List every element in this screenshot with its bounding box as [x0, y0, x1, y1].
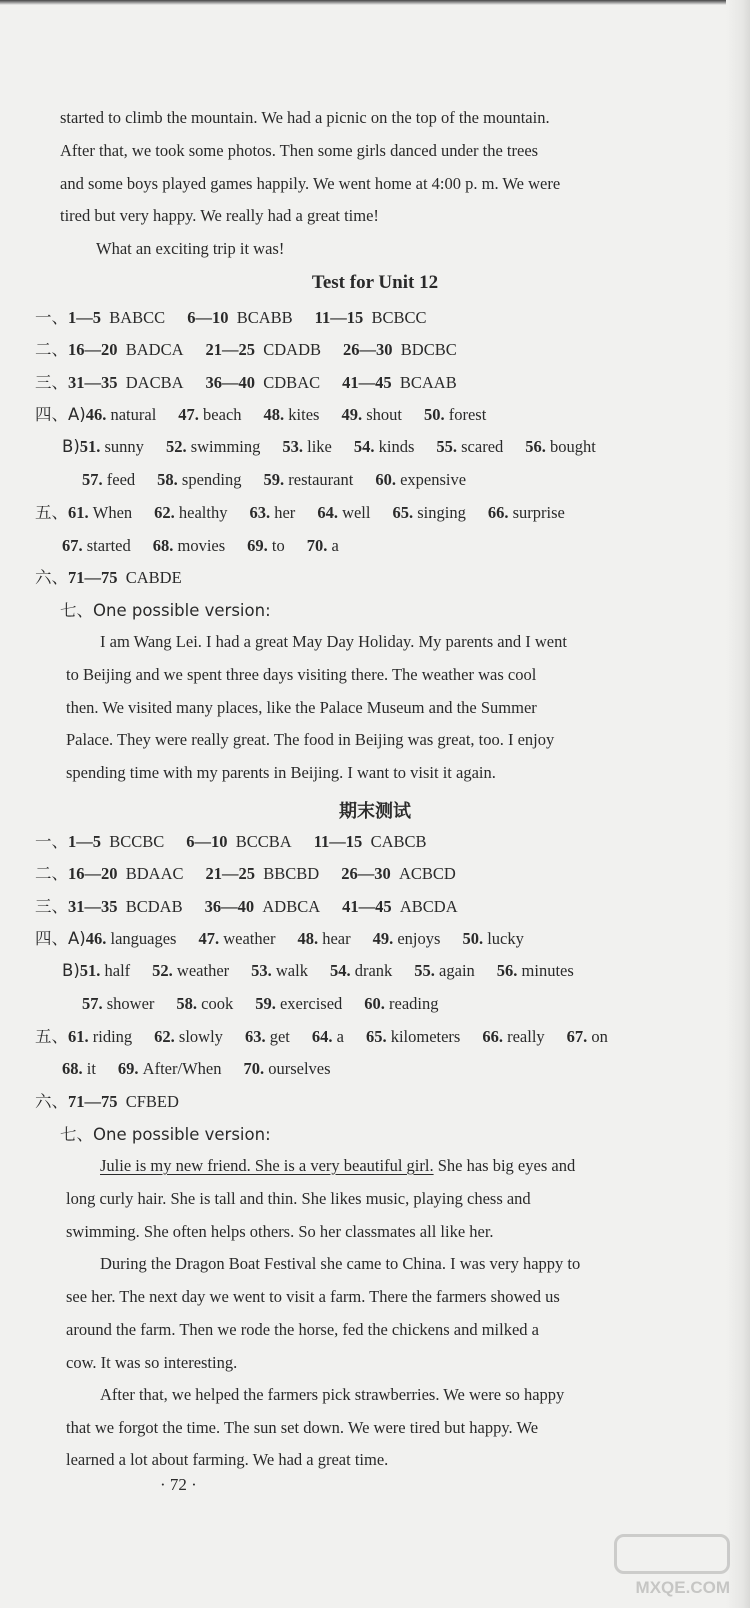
answer-text: BCCBA: [227, 832, 292, 851]
question-number: 71—75: [68, 1092, 118, 1111]
answer-item: [68, 342, 184, 359]
answer-item: [462, 931, 523, 948]
answer-text: bought: [545, 437, 596, 456]
question-number: 51.: [79, 437, 101, 456]
section-prefix: 六、: [35, 568, 68, 587]
answer-text: CFBED: [117, 1092, 179, 1111]
question-number: 64.: [311, 1027, 333, 1046]
answer-text: BDAAC: [117, 864, 184, 883]
answer-text: riding: [88, 1027, 133, 1046]
answer-text: well: [337, 503, 371, 522]
answer-row: [35, 375, 457, 392]
answer-item: [68, 505, 132, 522]
answer-item: [414, 963, 474, 980]
question-number: 6—10: [186, 832, 228, 851]
question-number: 60.: [364, 994, 385, 1013]
answer-item: [282, 439, 332, 456]
question-number: 55.: [436, 437, 458, 456]
answer-text: started: [82, 536, 131, 555]
answer-text: hear: [318, 929, 351, 948]
question-number: 53.: [282, 437, 303, 456]
answer-item: [482, 1029, 544, 1046]
answer-text: lucky: [483, 929, 524, 948]
answer-text: CDADB: [255, 340, 322, 359]
answer-text: CABDE: [117, 568, 182, 587]
answer-row: [35, 866, 456, 883]
answer-text: BABCC: [101, 308, 166, 327]
question-number: 61.: [68, 503, 89, 522]
answer-text: get: [265, 1027, 290, 1046]
section-prefix: 四、A): [35, 929, 86, 948]
watermark-text: MXQE.COM: [635, 1578, 730, 1597]
answer-text: DACBA: [117, 373, 184, 392]
answer-text: BBCBD: [255, 864, 320, 883]
question-number: 36—40: [205, 373, 256, 392]
question-number: 52.: [165, 437, 187, 456]
answer-item: [264, 407, 320, 424]
question-number: 70.: [306, 536, 328, 555]
answer-item: [80, 963, 130, 980]
question-number: 58.: [176, 994, 198, 1013]
answer-row: [35, 1029, 608, 1046]
question-number: 58.: [157, 470, 178, 489]
answer-row: [82, 472, 466, 489]
writing-line: then. We visited many places, like the Palace Museum and the Summer: [66, 698, 537, 717]
section-prefix: 二、: [35, 864, 68, 883]
answer-text: natural: [106, 405, 157, 424]
answer-item: [154, 1029, 223, 1046]
question-number: 67.: [566, 1027, 588, 1046]
question-number: 56.: [525, 437, 546, 456]
question-number: 52.: [152, 961, 173, 980]
answer-text: movies: [173, 536, 226, 555]
question-number: 66.: [487, 503, 509, 522]
question-number: 70.: [243, 1059, 265, 1078]
watermark-stamp-icon: [614, 1534, 730, 1574]
answer-text: ourselves: [264, 1059, 331, 1078]
question-number: 53.: [251, 961, 272, 980]
answer-item: [62, 1061, 96, 1078]
writing-line: Palace. They were really great. The food in Beijing was great, too. I enjoy: [66, 730, 555, 749]
answer-row: [62, 963, 574, 980]
question-number: 54.: [329, 961, 351, 980]
answer-item: [375, 472, 466, 489]
question-number: 63.: [244, 1027, 266, 1046]
answer-row: [62, 439, 596, 456]
question-number: 11—15: [314, 308, 364, 327]
answer-row: [35, 899, 458, 916]
question-number: 69.: [247, 536, 268, 555]
answer-text: ABCDA: [391, 897, 458, 916]
answer-text: ADBCA: [254, 897, 321, 916]
answer-item: [307, 538, 339, 555]
answer-row: [35, 342, 457, 359]
answer-text: When: [88, 503, 133, 522]
answer-text: scared: [457, 437, 504, 456]
answer-text: kites: [284, 405, 320, 424]
answer-text: kilometers: [386, 1027, 461, 1046]
question-number: 67.: [62, 536, 83, 555]
answer-text: slowly: [174, 1027, 223, 1046]
answer-text: her: [270, 503, 296, 522]
question-number: 54.: [353, 437, 375, 456]
answer-text: to: [267, 536, 285, 555]
question-number: 64.: [317, 503, 338, 522]
question-number: 1—5: [68, 308, 101, 327]
question-number: 1—5: [68, 832, 101, 851]
answer-item: [206, 866, 320, 883]
answer-item: [178, 407, 241, 424]
answer-item: [86, 931, 177, 948]
question-number: 60.: [375, 470, 396, 489]
writing-line: swimming. She often helps others. So her classmates all like her.: [66, 1222, 494, 1241]
question-number: 46.: [85, 929, 107, 948]
answer-text: BCCBC: [101, 832, 165, 851]
answer-item: [153, 538, 225, 555]
answer-row: [35, 505, 565, 522]
answer-item: [488, 505, 565, 522]
answer-item: [157, 472, 241, 489]
answer-item: [68, 834, 164, 851]
answer-item: [187, 310, 292, 327]
writing-line-rest: She has big eyes and: [433, 1156, 576, 1175]
question-number: 57.: [82, 994, 103, 1013]
question-number: 55.: [414, 961, 435, 980]
answer-row: [35, 407, 486, 424]
answer-text: BDCBC: [392, 340, 457, 359]
question-number: 41—45: [342, 897, 392, 916]
question-number: 62.: [154, 503, 175, 522]
writing-line: spending time with my parents in Beijing. I want to visit it again.: [66, 763, 496, 782]
answer-text: sunny: [100, 437, 144, 456]
question-number: 68.: [152, 536, 174, 555]
section-prefix: 二、: [35, 340, 68, 359]
answer-text: BCDAB: [117, 897, 183, 916]
question-number: 36—40: [204, 897, 255, 916]
question-number: 63.: [249, 503, 271, 522]
answer-item: [342, 899, 458, 916]
answer-text: BCBCC: [363, 308, 427, 327]
section-prefix: 一、: [35, 832, 68, 851]
answer-row: [35, 310, 427, 327]
answer-row: [62, 1061, 331, 1078]
answer-item: [312, 1029, 344, 1046]
answer-item: [82, 996, 154, 1013]
answer-row: [35, 931, 524, 948]
answer-item: [392, 505, 465, 522]
answer-text: feed: [102, 470, 136, 489]
answer-text: walk: [271, 961, 308, 980]
answer-text: BADCA: [117, 340, 184, 359]
question-number: 11—15: [313, 832, 363, 851]
answer-item: [314, 834, 427, 851]
question-number: 48.: [297, 929, 319, 948]
answer-text: cook: [197, 994, 234, 1013]
answer-text: reading: [384, 994, 439, 1013]
question-number: 49.: [341, 405, 363, 424]
answer-text: shower: [102, 994, 155, 1013]
answer-text: CDBAC: [255, 373, 321, 392]
answer-item: [343, 342, 457, 359]
intro-line: and some boys played games happily. We went home at 4:00 p. m. We were: [60, 174, 561, 193]
writing-line: [100, 1158, 575, 1175]
writing-label: 七、One possible version:: [60, 601, 271, 620]
answer-text: a: [332, 1027, 344, 1046]
answer-item: [497, 963, 574, 980]
answer-text: weather: [172, 961, 230, 980]
answer-item: [154, 505, 227, 522]
answer-text: ACBCD: [390, 864, 456, 883]
answer-text: half: [100, 961, 131, 980]
answer-text: healthy: [174, 503, 228, 522]
answer-item: [68, 310, 165, 327]
answer-text: BCAAB: [391, 373, 457, 392]
answer-text: again: [434, 961, 475, 980]
answer-text: weather: [219, 929, 276, 948]
section-prefix: 三、: [35, 373, 68, 392]
answer-item: [68, 1094, 179, 1111]
answer-item: [364, 996, 438, 1013]
section-prefix: B): [62, 961, 80, 980]
answer-item: [424, 407, 486, 424]
answer-row: [82, 996, 439, 1013]
answer-item: [436, 439, 503, 456]
answer-item: [567, 1029, 608, 1046]
writing-line: that we forgot the time. The sun set down. We were tired but happy. We: [66, 1418, 539, 1437]
question-number: 21—25: [205, 864, 256, 883]
writing-line: I am Wang Lei. I had a great May Day Holiday. My parents and I went: [100, 632, 567, 651]
answer-item: [297, 931, 350, 948]
section-prefix: B): [62, 437, 80, 456]
answer-item: [86, 407, 157, 424]
answer-item: [373, 931, 441, 948]
question-number: 31—35: [68, 373, 118, 392]
writing-label: 七、One possible version:: [60, 1125, 271, 1144]
question-number: 26—30: [341, 864, 391, 883]
answer-item: [354, 439, 415, 456]
answer-text: a: [327, 536, 339, 555]
answer-item: [176, 996, 233, 1013]
answer-item: [68, 1029, 132, 1046]
question-number: 21—25: [205, 340, 256, 359]
answer-text: swimming: [186, 437, 261, 456]
writing-line: to Beijing and we spent three days visiting there. The weather was cool: [66, 665, 537, 684]
answer-item: [245, 1029, 290, 1046]
answer-item: [152, 963, 229, 980]
answer-text: like: [303, 437, 332, 456]
answer-item: [264, 472, 354, 489]
question-number: 46.: [85, 405, 107, 424]
intro-line: After that, we took some photos. Then some girls danced under the trees: [60, 141, 539, 160]
answer-item: [68, 866, 184, 883]
question-number: 69.: [117, 1059, 139, 1078]
answer-row: [35, 834, 427, 851]
section-title-unit12: Test for Unit 12: [311, 272, 439, 293]
writing-line: around the farm. Then we rode the horse, fed the chickens and milked a: [66, 1320, 539, 1339]
answer-text: shout: [362, 405, 402, 424]
answer-text: expensive: [395, 470, 467, 489]
answer-item: [255, 996, 342, 1013]
answer-item: [342, 375, 457, 392]
answer-item: [341, 866, 456, 883]
answer-item: [166, 439, 260, 456]
writing-line: long curly hair. She is tall and thin. She likes music, playing chess and: [66, 1189, 531, 1208]
answer-text: restaurant: [284, 470, 354, 489]
question-number: 41—45: [342, 373, 392, 392]
question-number: 68.: [62, 1059, 83, 1078]
answer-item: [186, 834, 291, 851]
writing-line: After that, we helped the farmers pick strawberries. We were so happy: [100, 1385, 565, 1404]
question-number: 71—75: [68, 568, 118, 587]
answer-item: [80, 439, 144, 456]
question-number: 59.: [255, 994, 276, 1013]
section-prefix: 三、: [35, 897, 68, 916]
question-number: 50.: [423, 405, 445, 424]
question-number: 59.: [263, 470, 285, 489]
answer-text: enjoys: [393, 929, 441, 948]
question-number: 6—10: [187, 308, 229, 327]
question-number: 56.: [496, 961, 518, 980]
answer-item: [68, 899, 183, 916]
answer-item: [68, 375, 184, 392]
answer-row: [35, 1094, 179, 1111]
answer-text: spending: [177, 470, 242, 489]
page-number: · 72 ·: [160, 1475, 197, 1494]
section-prefix: 五、: [35, 1027, 68, 1046]
answer-item: [198, 931, 275, 948]
answer-item: [82, 472, 135, 489]
answer-text: CABCB: [362, 832, 427, 851]
answer-text: After/When: [138, 1059, 222, 1078]
writing-line: cow. It was so interesting.: [66, 1353, 238, 1372]
writing-line: learned a lot about farming. We had a great time.: [66, 1450, 389, 1469]
answer-row: [35, 570, 182, 587]
section-prefix: 六、: [35, 1092, 68, 1111]
intro-line: started to climb the mountain. We had a picnic on the top of the mountain.: [60, 108, 550, 127]
answer-text: kinds: [374, 437, 415, 456]
question-number: 16—20: [68, 340, 118, 359]
underlined-sentence: Julie is my new friend. She is a very beautiful girl.: [100, 1156, 434, 1175]
question-number: 51.: [79, 961, 101, 980]
question-number: 48.: [263, 405, 285, 424]
answer-item: [251, 963, 308, 980]
section-prefix: 一、: [35, 308, 68, 327]
answer-item: [243, 1061, 330, 1078]
question-number: 49.: [372, 929, 394, 948]
answer-text: drank: [350, 961, 393, 980]
question-number: 65.: [392, 503, 414, 522]
question-number: 26—30: [343, 340, 393, 359]
question-number: 47.: [178, 405, 199, 424]
answer-item: [68, 570, 182, 587]
question-number: 66.: [482, 1027, 503, 1046]
answer-row: [62, 538, 339, 555]
answer-item: [247, 538, 285, 555]
answer-item: [206, 375, 321, 392]
answer-text: exercised: [275, 994, 343, 1013]
answer-item: [315, 310, 427, 327]
intro-line: What an exciting trip it was!: [96, 239, 285, 258]
answer-text: singing: [413, 503, 466, 522]
answer-text: beach: [198, 405, 242, 424]
question-number: 61.: [68, 1027, 89, 1046]
answer-text: languages: [106, 929, 177, 948]
answer-item: [341, 407, 402, 424]
answer-text: BCABB: [228, 308, 293, 327]
writing-line: During the Dragon Boat Festival she came to China. I was very happy to: [100, 1254, 581, 1273]
writing-line: see her. The next day we went to visit a farm. There the farmers showed us: [66, 1287, 560, 1306]
question-number: 57.: [82, 470, 103, 489]
question-number: 62.: [154, 1027, 175, 1046]
answer-text: surprise: [508, 503, 565, 522]
intro-line: tired but very happy. We really had a great time!: [60, 206, 379, 225]
answer-item: [62, 538, 131, 555]
answer-item: [525, 439, 596, 456]
section-prefix: 五、: [35, 503, 68, 522]
answer-item: [118, 1061, 222, 1078]
answer-text: it: [82, 1059, 96, 1078]
question-number: 50.: [462, 929, 484, 948]
answer-item: [317, 505, 370, 522]
answer-item: [330, 963, 392, 980]
question-number: 16—20: [68, 864, 118, 883]
section-prefix: 四、A): [35, 405, 86, 424]
answer-item: [205, 899, 321, 916]
watermark-logo: [606, 1530, 736, 1600]
answer-text: minutes: [517, 961, 574, 980]
question-number: 31—35: [68, 897, 118, 916]
section-title-final: 期末测试: [339, 801, 411, 822]
answer-item: [366, 1029, 460, 1046]
answer-text: on: [587, 1027, 608, 1046]
answer-item: [249, 505, 295, 522]
answer-text: forest: [444, 405, 487, 424]
question-number: 65.: [365, 1027, 387, 1046]
answer-item: [206, 342, 322, 359]
answer-text: really: [502, 1027, 545, 1046]
question-number: 47.: [198, 929, 220, 948]
